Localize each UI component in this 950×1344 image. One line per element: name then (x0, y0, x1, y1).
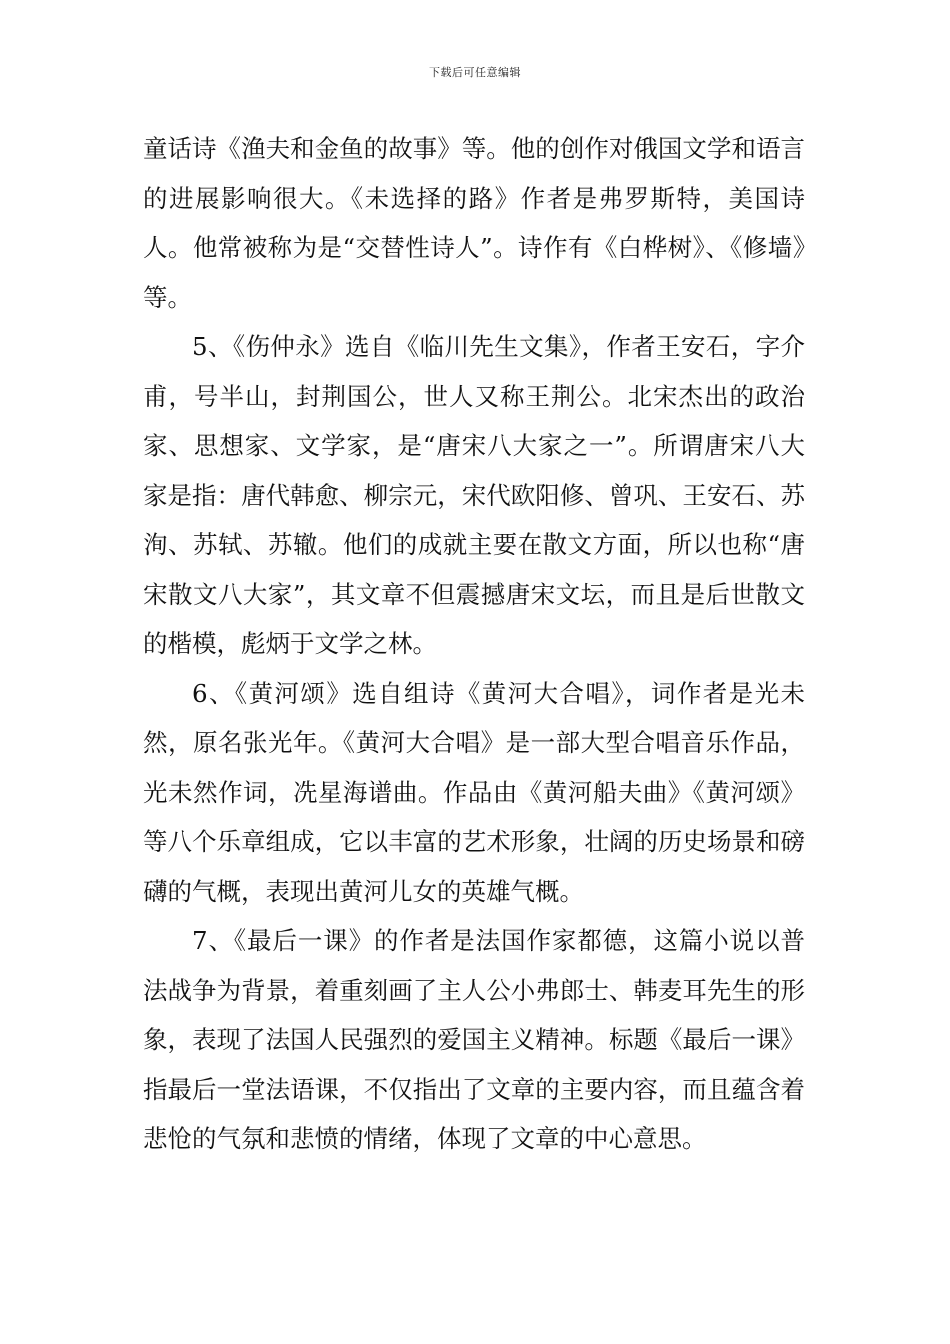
document-body (143, 124, 805, 1164)
page-header: 下载后可任意编辑 (429, 66, 521, 79)
paragraph-item-7: 7、《最后一课》的作者是法国作家都德，这篇小说以普法战争为背景，着重刻画了主人公小弗郎士、韩麦耳先生的形象，表现了法国人民强烈的爱国主义精神。标题《最后一课》指最后一堂法语课，不仅指出了文章的主要内容，而且蕴含着悲怆的气氛和悲愤的情绪，体现了文章的中心意思。 (143, 926, 805, 1153)
paragraph-item-5: 5、《伤仲永》选自《临川先生文集》，作者王安石，字介甫，号半山，封荆国公，世人又称王荆公。北宋杰出的政治家、思想家、文学家，是“唐宋八大家之一”。所谓唐宋八大家是指：唐代韩愈、柳宗元，宋代欧阳修、曾巩、王安石、苏洵、苏轼、苏辙。他们的成就主要在散文方面，所以也称“唐宋散文八大家”，其文章不但震撼唐宋文坛，而且是后世散文的楷模，彪炳于文学之林。 (143, 332, 805, 658)
paragraph-continuation: 童话诗《渔夫和金鱼的故事》等。他的创作对俄国文学和语言的进展影响很大。《未选择的路》作者是弗罗斯特，美国诗人。他常被称为是“交替性诗人”。诗作有《白桦树》、《修墙》等。 (143, 134, 805, 312)
paragraph-item-6: 6、《黄河颂》选自组诗《黄河大合唱》，词作者是光未然，原名张光年。《黄河大合唱》是一部大型合唱音乐作品，光未然作词，冼星海谱曲。作品由《黄河船夫曲》《黄河颂》等八个乐章组成，它以丰富的艺术形象，壮阔的历史场景和磅礴的气概，表现出黄河儿女的英雄气概。 (143, 678, 805, 906)
